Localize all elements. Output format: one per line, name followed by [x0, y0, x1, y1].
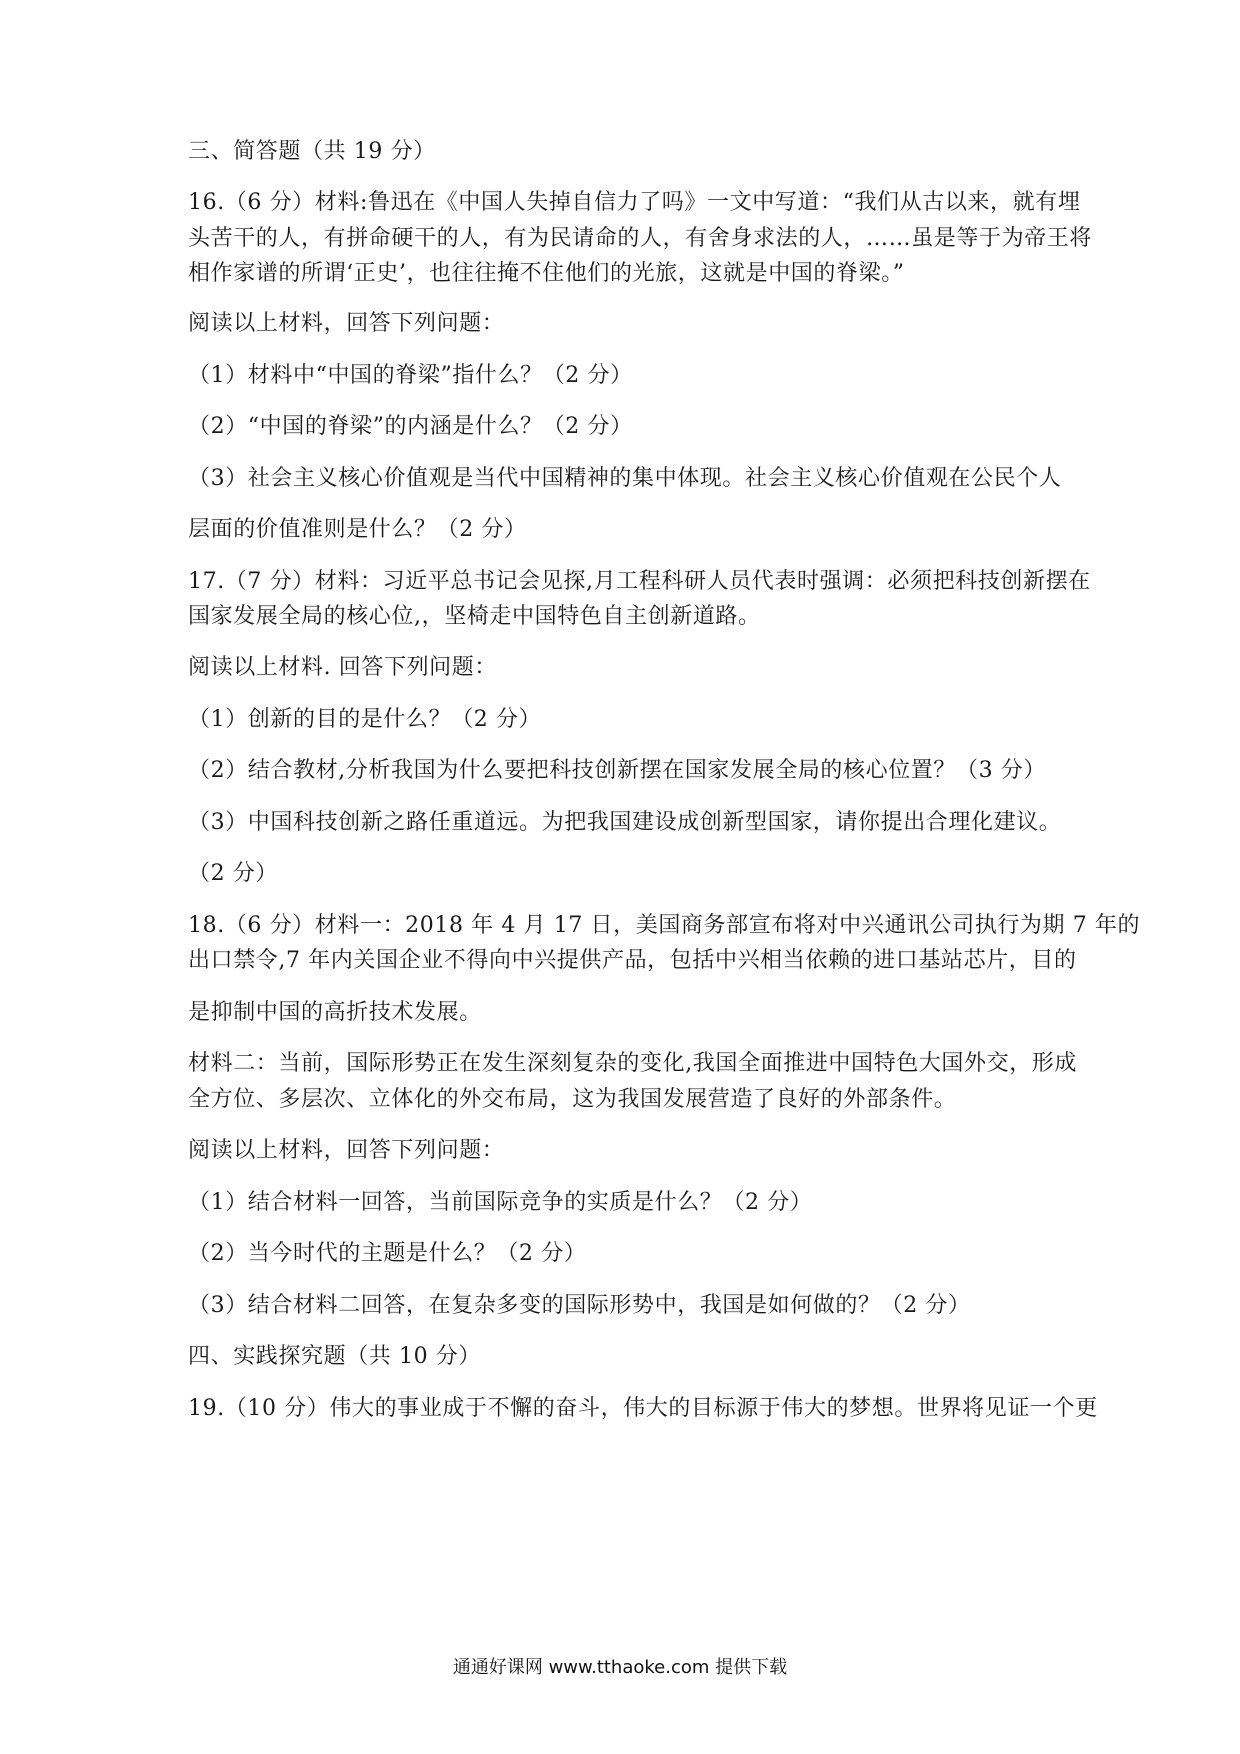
question-18-line-3: 是抑制中国的高折技术发展。 [188, 1000, 482, 1025]
question-16-part-3-line-2: 层面的价值准则是什么？（2 分） [188, 517, 527, 542]
question-16-part-1: （1）材料中“中国的脊梁”指什么？（2 分） [188, 363, 633, 388]
question-17-line-1: 17.（7 分）材料：习近平总书记会见探,月工程科研人员代表时强调：必须把科技创新摆在 [188, 569, 1091, 594]
question-17-instruction: 阅读以上材料. 回答下列问题： [188, 655, 497, 680]
question-18-part-2: （2）当今时代的主题是什么？（2 分） [188, 1241, 587, 1266]
question-18-line-1: 18.（6 分）材料一：2018 年 4 月 17 日，美国商务部宣布将对中兴通讯公司执行为期 7 年的 [188, 913, 1141, 938]
question-16-line-1: 16.（6 分）材料:鲁迅在《中国人失掉自信力了吗》一文中写道：“我们从古以来，就有埋 [188, 190, 1081, 215]
question-18-part-3: （3）结合材料二回答，在复杂多变的国际形势中，我国是如何做的？（2 分） [188, 1293, 971, 1318]
download-footer: 通通好课网 www.tthaoke.com 提供下载 [452, 1657, 788, 1678]
question-16-part-3-line-1: （3）社会主义核心价值观是当代中国精神的集中体现。社会主义核心价值观在公民个人 [188, 466, 1062, 491]
question-18-material-2-line-2: 全方位、多层次、立体化的外交布局，这为我国发展营造了良好的外部条件。 [188, 1087, 957, 1112]
question-18-instruction: 阅读以上材料，回答下列问题： [188, 1138, 505, 1163]
question-16-line-3: 相作家谱的所谓‘正史’，也往往掩不住他们的光旅，这就是中国的脊梁。” [188, 261, 905, 286]
question-18-material-2-line-1: 材料二：当前，国际形势正在发生深刻复杂的变化,我国全面推进中国特色大国外交，形成 [188, 1051, 1077, 1076]
question-17-part-3-line-1: （3）中国科技创新之路任重道远。为把我国建设成创新型国家，请你提出合理化建议。 [188, 810, 1062, 835]
question-17-part-3-line-2: （2 分） [188, 861, 278, 886]
question-16-part-2: （2）“中国的脊梁”的内涵是什么？（2 分） [188, 414, 633, 439]
section-heading-short-answer: 三、简答题（共 19 分） [188, 139, 436, 164]
section-heading-practice: 四、实践探究题（共 10 分） [188, 1344, 481, 1369]
question-16-line-2: 头苦干的人，有拼命硬干的人，有为民请命的人，有舍身求法的人，……虽是等于为帝王将 [188, 226, 1093, 251]
question-19-line-1: 19.（10 分）伟大的事业成于不懈的奋斗，伟大的目标源于伟大的梦想。世界将见证一个更 [188, 1396, 1098, 1421]
question-17-line-2: 国家发展全局的核心位,，坚椅走中国特色自主创新道路。 [188, 604, 761, 629]
question-17-part-2: （2）结合教材,分析我国为什么要把科技创新摆在国家发展全局的核心位置？（3 分） [188, 758, 1046, 783]
question-17-part-1: （1）创新的目的是什么？（2 分） [188, 707, 542, 732]
question-18-line-2: 出口禁令,7 年内关国企业不得向中兴提供产品，包括中兴相当依赖的进口基站芯片，目的 [188, 948, 1077, 973]
question-18-part-1: （1）结合材料一回答，当前国际竞争的实质是什么？（2 分） [188, 1190, 813, 1215]
question-16-instruction: 阅读以上材料，回答下列问题： [188, 311, 505, 336]
